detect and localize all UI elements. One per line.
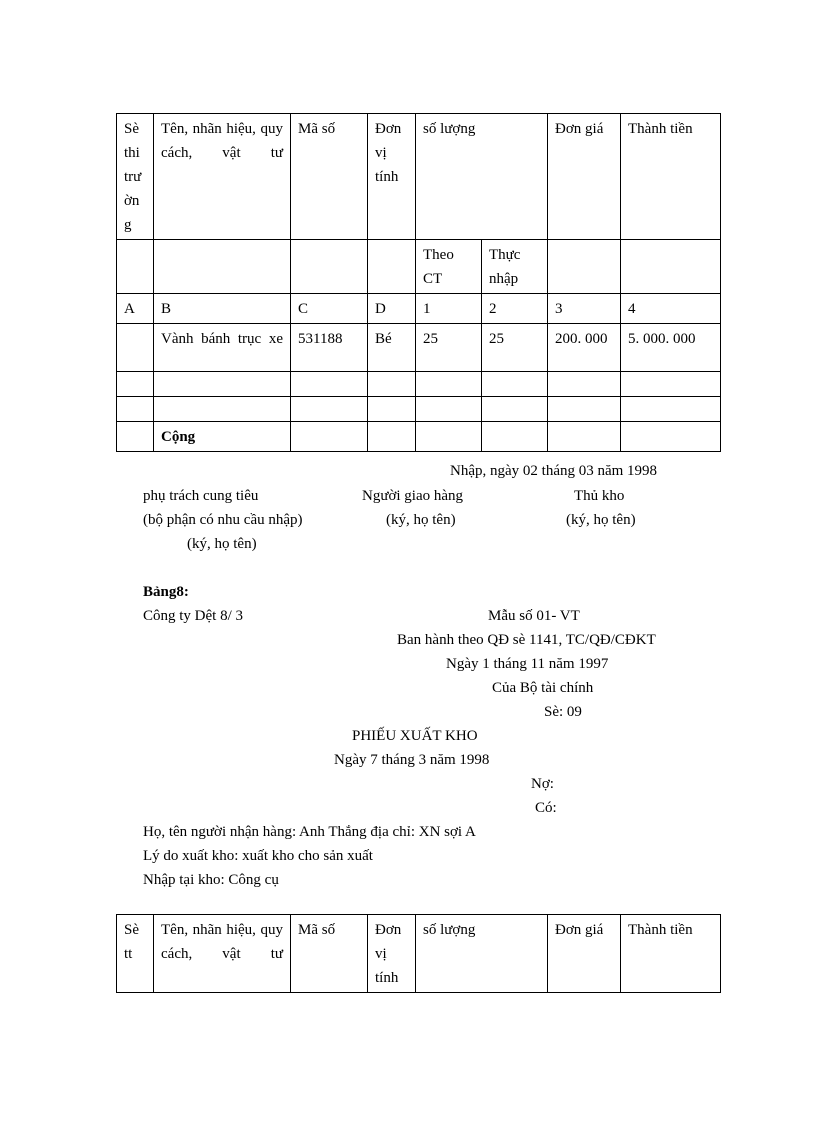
cell — [291, 372, 368, 397]
reason-line: Lý do xuất kho: xuất kho cho sản xuất — [143, 848, 373, 864]
table-subheader-row — [117, 240, 721, 294]
cell — [482, 372, 548, 397]
item-unit: Bé — [368, 324, 416, 372]
cell — [117, 324, 154, 372]
col-code-d: D — [368, 294, 416, 324]
table-row — [117, 397, 721, 422]
total-row — [117, 422, 721, 452]
table-row — [117, 324, 721, 372]
cell — [482, 422, 548, 452]
table-header-row — [117, 915, 721, 993]
total-label: Cộng — [154, 422, 291, 452]
cell — [291, 397, 368, 422]
sign-col1-sub: (bộ phận có nhu cầu nhập) — [143, 512, 303, 528]
cell — [416, 422, 482, 452]
header-name: Tên, nhãn hiệu, quy cách, vật tư — [154, 114, 291, 240]
document-number: Sè: 09 — [544, 704, 582, 720]
cell — [482, 397, 548, 422]
cell — [548, 240, 621, 294]
warehouse-line: Nhập tại kho: Công cụ — [143, 872, 279, 888]
item-theo-ct: 25 — [416, 324, 482, 372]
debit-label: Nợ: — [531, 776, 554, 792]
subheader-theo-ct: Theo CT — [416, 240, 482, 294]
cell — [621, 397, 721, 422]
cell — [117, 240, 154, 294]
cell — [368, 372, 416, 397]
cell — [117, 372, 154, 397]
cell — [548, 422, 621, 452]
issue-table — [116, 914, 721, 993]
header-code: Mã số — [291, 114, 368, 240]
col-code-b: B — [154, 294, 291, 324]
header-price: Đơn giá — [548, 114, 621, 240]
header-amount: Thành tiền — [621, 915, 721, 993]
sign-col2-sign: (ký, họ tên) — [386, 512, 456, 528]
column-code-row — [117, 294, 721, 324]
header-qty: số lượng — [416, 915, 548, 993]
subheader-thuc-nhap: Thực nhập — [482, 240, 548, 294]
cell — [368, 422, 416, 452]
cell — [368, 397, 416, 422]
header-amount: Thành tiền — [621, 114, 721, 240]
credit-label: Có: — [535, 800, 557, 816]
receipt-date: Nhập, ngày 02 tháng 03 năm 1998 — [450, 463, 658, 479]
cell — [621, 422, 721, 452]
header-name: Tên, nhãn hiệu, quy cách, vật tư — [154, 915, 291, 993]
col-code-1: 1 — [416, 294, 482, 324]
sign-col3-sign: (ký, họ tên) — [566, 512, 636, 528]
form-number: Mẫu số 01- VT — [488, 608, 580, 624]
cell — [117, 397, 154, 422]
cell — [416, 397, 482, 422]
decree-line: Ban hành theo QĐ sè 1141, TC/QĐ/CĐKT — [397, 632, 656, 648]
col-code-3: 3 — [548, 294, 621, 324]
ministry-line: Của Bộ tài chính — [492, 680, 594, 696]
header-stt: Sè tt — [117, 915, 154, 993]
sign-col3-title: Thủ kho — [574, 488, 625, 504]
item-name: Vành bánh trục xe — [154, 324, 291, 372]
company-name: Công ty Dệt 8/ 3 — [143, 608, 243, 624]
sign-col2-title: Người giao hàng — [362, 488, 464, 504]
col-code-4: 4 — [621, 294, 721, 324]
col-code-2: 2 — [482, 294, 548, 324]
cell — [154, 397, 291, 422]
page-title: PHIẾU XUẤT KHO — [352, 728, 478, 744]
header-code: Mã số — [291, 915, 368, 993]
item-price: 200. 000 — [548, 324, 621, 372]
item-amount: 5. 000. 000 — [621, 324, 721, 372]
header-unit: Đơn vị tính — [368, 114, 416, 240]
header-qty: số lượng — [416, 114, 548, 240]
col-code-c: C — [291, 294, 368, 324]
cell — [291, 240, 368, 294]
table-header-row — [117, 114, 721, 240]
col-code-a: A — [117, 294, 154, 324]
header-price: Đơn giá — [548, 915, 621, 993]
cell — [416, 372, 482, 397]
cell — [117, 422, 154, 452]
receiver-line: Họ, tên người nhận hàng: Anh Thắng địa chỉ: XN sợi A — [143, 824, 476, 840]
cell — [548, 397, 621, 422]
cell — [548, 372, 621, 397]
cell — [291, 422, 368, 452]
table-label: Bảng8: — [143, 584, 189, 600]
document-date: Ngày 7 tháng 3 năm 1998 — [334, 752, 490, 768]
cell — [621, 240, 721, 294]
sign-col1-title: phụ trách cung tiêu — [143, 488, 259, 504]
cell — [368, 240, 416, 294]
item-code: 531188 — [291, 324, 368, 372]
table-row — [117, 372, 721, 397]
cell — [154, 240, 291, 294]
receipt-table — [116, 113, 721, 452]
cell — [154, 372, 291, 397]
header-stt: Sè thi trư ờn g — [117, 114, 154, 240]
header-unit: Đơn vị tính — [368, 915, 416, 993]
item-thuc-nhap: 25 — [482, 324, 548, 372]
cell — [621, 372, 721, 397]
sign-col1-sign: (ký, họ tên) — [187, 536, 257, 552]
decree-date: Ngày 1 tháng 11 năm 1997 — [446, 656, 609, 672]
